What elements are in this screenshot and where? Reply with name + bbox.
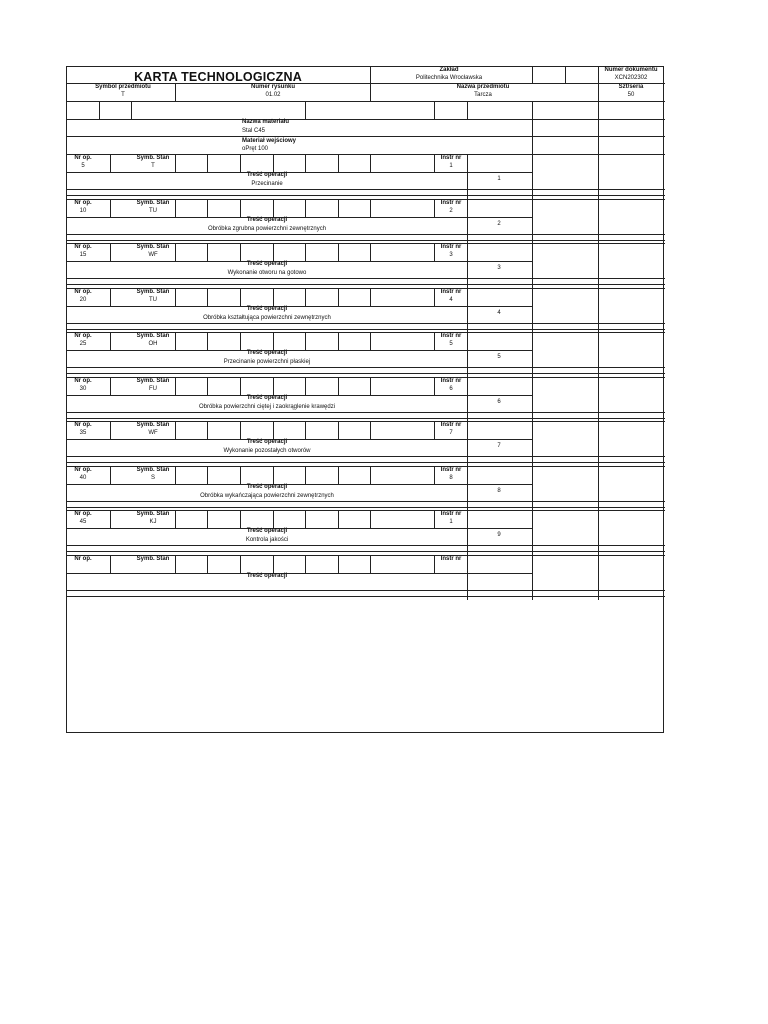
state-symbol-value: KJ	[149, 519, 157, 525]
grid-line	[565, 67, 566, 83]
grid-line	[598, 67, 599, 600]
op-number-label: Nr op.	[74, 555, 92, 562]
state-symbol-value: TU	[149, 296, 157, 303]
operation-content-label: Treść operacji	[246, 394, 288, 401]
grid-line	[305, 421, 306, 439]
grid-line	[67, 418, 665, 419]
operation-content-label: Treść operacji	[246, 572, 288, 579]
grid-line	[67, 234, 665, 235]
grid-line	[305, 243, 306, 261]
grid-line	[240, 332, 241, 350]
grid-line	[434, 421, 435, 439]
op-number-label: Nr op.	[74, 199, 92, 206]
grid-line	[240, 466, 241, 484]
document-number-label: Numer dokumentu	[604, 67, 658, 73]
operation-content-label: Treść operacji	[246, 483, 288, 490]
grid-line	[305, 154, 306, 172]
grid-line	[67, 119, 665, 120]
grid-line	[273, 377, 274, 395]
grid-line	[207, 510, 208, 528]
op-number-value: 5	[81, 163, 85, 169]
state-symbol-value: WF	[148, 252, 158, 258]
grid-line	[175, 377, 176, 395]
instruction-number-label: Instr nr	[440, 466, 462, 473]
operation-content-value: Przecinanie	[251, 181, 283, 187]
grid-line	[434, 243, 435, 261]
op-number-value: 10	[79, 207, 87, 214]
grid-line	[175, 154, 176, 172]
instruction-number-value: 1	[449, 519, 453, 525]
grid-line	[273, 154, 274, 172]
item-symbol-label: Symbol przedmiotu	[95, 84, 151, 90]
op-number-label: Nr op.	[74, 466, 92, 473]
op-number-value: 25	[79, 341, 87, 347]
operation-sequence-number: 4	[497, 309, 501, 316]
op-number-label: Nr op.	[74, 244, 92, 250]
grid-line	[240, 199, 241, 217]
grid-line	[370, 466, 371, 484]
grid-line	[273, 510, 274, 528]
operation-sequence-number: 5	[497, 354, 501, 360]
instruction-number-label: Instr nr	[440, 377, 462, 384]
instruction-number-label: Instr nr	[440, 288, 462, 295]
grid-line	[338, 377, 339, 395]
operation-content-value: Przecinanie powierzchni płaskiej	[223, 359, 311, 365]
op-number-value: 15	[79, 252, 87, 258]
operation-content-value: Obróbka powierzchni ciętej i zaokrąglenie krawędzi	[198, 403, 336, 410]
state-symbol-value: OH	[148, 341, 158, 347]
grid-line	[273, 243, 274, 261]
grid-line	[305, 377, 306, 395]
grid-line	[434, 288, 435, 306]
grid-line	[532, 119, 533, 600]
grid-line	[434, 555, 435, 573]
operation-content-value: Obróbka wykańczająca powierzchni zewnętrznych	[200, 492, 334, 499]
grid-line	[67, 596, 665, 597]
grid-line	[207, 154, 208, 172]
grid-line	[67, 136, 665, 137]
operation-content-label: Treść operacji	[246, 528, 288, 534]
grid-line	[67, 545, 665, 546]
drawing-number-label: Numer rysunku	[250, 84, 296, 90]
state-symbol-value: S	[150, 474, 156, 481]
state-symbol-label: Symb. Stan	[136, 199, 170, 206]
op-number-label: Nr op.	[74, 288, 92, 295]
operation-content-value: Wykonanie pozostałych otworów	[223, 448, 311, 454]
input-material-label: Materiał wejściowy	[242, 138, 297, 144]
operation-content-label: Treść operacji	[246, 350, 288, 356]
grid-line	[370, 199, 371, 217]
grid-line	[532, 101, 533, 119]
grid-line	[67, 367, 665, 368]
grid-line	[434, 332, 435, 350]
grid-line	[370, 154, 371, 172]
grid-line	[305, 332, 306, 350]
grid-line	[67, 306, 532, 307]
operation-content-label: Treść operacji	[246, 261, 288, 267]
grid-line	[67, 456, 665, 457]
grid-line	[67, 261, 532, 262]
grid-line	[67, 462, 665, 463]
state-symbol-value: T	[151, 163, 155, 169]
grid-line	[370, 67, 371, 101]
grid-line	[338, 466, 339, 484]
grid-line	[207, 555, 208, 573]
grid-line	[67, 329, 665, 330]
grid-line	[207, 243, 208, 261]
drawing-number-value: 01.02	[265, 92, 281, 98]
instruction-number-value: 7	[449, 430, 453, 436]
grid-line	[273, 288, 274, 306]
grid-line	[110, 154, 111, 172]
state-symbol-value: WF	[148, 430, 158, 436]
instruction-number-value: 6	[449, 385, 453, 392]
grid-line	[273, 421, 274, 439]
instruction-number-label: Instr nr	[440, 555, 462, 562]
grid-line	[131, 101, 132, 119]
op-number-label: Nr op.	[74, 155, 92, 161]
state-symbol-label: Symb. Stan	[136, 333, 170, 339]
grid-line	[338, 332, 339, 350]
grid-line	[110, 332, 111, 350]
instruction-number-value: 5	[449, 341, 453, 347]
grid-line	[110, 555, 111, 573]
state-symbol-label: Symb. Stan	[136, 466, 170, 473]
op-number-value: 30	[79, 385, 87, 392]
grid-line	[67, 528, 532, 529]
state-symbol-label: Symb. Stan	[136, 244, 170, 250]
grid-line	[67, 507, 665, 508]
grid-line	[175, 83, 176, 101]
grid-line	[67, 439, 532, 440]
grid-line	[338, 555, 339, 573]
op-number-label: Nr op.	[74, 511, 92, 517]
grid-line	[67, 278, 665, 279]
state-symbol-label: Symb. Stan	[136, 422, 170, 428]
grid-line	[110, 243, 111, 261]
grid-line	[67, 189, 665, 190]
grid-line	[370, 288, 371, 306]
grid-line	[67, 284, 665, 285]
state-symbol-value: FU	[149, 385, 157, 392]
instruction-number-value: 1	[449, 163, 453, 169]
grid-line	[67, 551, 665, 552]
grid-line	[207, 377, 208, 395]
card-title: KARTA TECHNOLOGICZNA	[134, 70, 302, 84]
grid-line	[207, 466, 208, 484]
grid-line	[338, 288, 339, 306]
grid-line	[273, 555, 274, 573]
grid-line	[240, 288, 241, 306]
grid-line	[305, 288, 306, 306]
state-symbol-label: Symb. Stan	[136, 155, 170, 161]
zaklad-value: Politechnika Wrocławska	[415, 75, 483, 81]
grid-line	[207, 288, 208, 306]
grid-line	[67, 501, 665, 502]
operation-sequence-number: 1	[497, 176, 501, 182]
grid-line	[99, 101, 100, 119]
grid-line	[67, 590, 665, 591]
operation-sequence-number: 9	[497, 532, 501, 538]
pieces-series-label: Szt/seria	[618, 84, 644, 90]
operation-sequence-number: 2	[497, 220, 501, 227]
grid-line	[175, 199, 176, 217]
operation-sequence-number: 6	[497, 398, 501, 405]
material-name-label: Nazwa materiału	[242, 119, 290, 125]
grid-line	[67, 172, 532, 173]
grid-line	[175, 288, 176, 306]
op-number-value: 20	[79, 296, 87, 303]
state-symbol-label: Symb. Stan	[136, 555, 170, 562]
grid-line	[370, 421, 371, 439]
grid-line	[67, 350, 532, 351]
op-number-value: 35	[79, 430, 87, 436]
grid-line	[67, 101, 665, 102]
grid-line	[67, 195, 665, 196]
operation-content-label: Treść operacji	[246, 172, 288, 178]
state-symbol-label: Symb. Stan	[136, 377, 170, 384]
grid-line	[240, 510, 241, 528]
grid-line	[305, 555, 306, 573]
grid-line	[175, 510, 176, 528]
item-name-label: Nazwa przedmiotu	[456, 84, 510, 90]
grid-line	[338, 243, 339, 261]
grid-line	[273, 466, 274, 484]
grid-line	[370, 243, 371, 261]
item-symbol-value: T	[121, 92, 125, 98]
operation-content-value: Wykonanie otworu na gotowo	[227, 270, 307, 276]
instruction-number-value: 3	[449, 252, 453, 258]
grid-line	[370, 555, 371, 573]
operation-sequence-number: 8	[497, 487, 501, 494]
grid-line	[67, 395, 532, 396]
grid-line	[240, 154, 241, 172]
grid-line	[305, 199, 306, 217]
grid-line	[305, 466, 306, 484]
grid-line	[175, 555, 176, 573]
grid-line	[338, 154, 339, 172]
grid-line	[67, 240, 665, 241]
grid-line	[207, 421, 208, 439]
operation-content-label: Treść operacji	[246, 439, 288, 445]
grid-line	[240, 377, 241, 395]
zaklad-label: Zakład	[439, 67, 459, 73]
state-symbol-value: TU	[149, 207, 157, 214]
grid-line	[434, 466, 435, 484]
operation-content-label: Treść operacji	[246, 216, 288, 223]
grid-line	[532, 67, 533, 83]
grid-line	[240, 421, 241, 439]
grid-line	[370, 510, 371, 528]
instruction-number-value: 4	[449, 296, 453, 303]
grid-line	[110, 377, 111, 395]
grid-line	[67, 412, 665, 413]
grid-line	[110, 510, 111, 528]
grid-line	[175, 421, 176, 439]
operation-content-value: Obróbka kształtująca powierzchni zewnętrznych	[203, 314, 331, 321]
grid-line	[175, 332, 176, 350]
grid-line	[434, 199, 435, 217]
grid-line	[434, 101, 435, 119]
instruction-number-value: 2	[449, 207, 453, 214]
pieces-series-value: 50	[627, 92, 635, 98]
grid-line	[273, 199, 274, 217]
grid-line	[110, 288, 111, 306]
instruction-number-value: 8	[449, 474, 453, 481]
grid-line	[370, 332, 371, 350]
op-number-label: Nr op.	[74, 377, 92, 384]
operation-sequence-number: 7	[497, 443, 501, 449]
grid-line	[598, 83, 599, 101]
grid-line	[338, 199, 339, 217]
grid-line	[207, 332, 208, 350]
instruction-number-label: Instr nr	[440, 422, 462, 428]
grid-line	[110, 421, 111, 439]
document-number-value: XCN202302	[614, 75, 648, 81]
state-symbol-label: Symb. Stan	[136, 288, 170, 295]
grid-line	[370, 377, 371, 395]
grid-line	[175, 243, 176, 261]
grid-line	[467, 101, 468, 119]
grid-line	[305, 101, 306, 119]
grid-line	[67, 323, 665, 324]
instruction-number-label: Instr nr	[440, 155, 462, 161]
grid-line	[175, 466, 176, 484]
state-symbol-label: Symb. Stan	[136, 511, 170, 517]
grid-line	[207, 199, 208, 217]
grid-line	[67, 217, 532, 218]
grid-line	[240, 555, 241, 573]
grid-line	[110, 466, 111, 484]
input-material-value: oPręt 100	[242, 146, 269, 152]
material-name-value: Stal C45	[242, 128, 266, 134]
instruction-number-label: Instr nr	[440, 199, 462, 206]
op-number-label: Nr op.	[74, 422, 92, 428]
op-number-value: 40	[79, 474, 87, 481]
grid-line	[338, 421, 339, 439]
instruction-number-label: Instr nr	[440, 244, 462, 250]
operation-content-label: Treść operacji	[246, 305, 288, 312]
grid-line	[305, 510, 306, 528]
grid-line	[67, 373, 665, 374]
grid-line	[240, 243, 241, 261]
operation-content-value: Obróbka zgrubna powierzchni zewnętrznych	[207, 225, 327, 232]
grid-line	[338, 510, 339, 528]
technology-card	[66, 66, 664, 733]
item-name-value: Tarcza	[474, 92, 492, 98]
instruction-number-label: Instr nr	[440, 511, 462, 517]
grid-line	[273, 332, 274, 350]
grid-line	[67, 573, 532, 574]
op-number-value: 45	[79, 519, 87, 525]
instruction-number-label: Instr nr	[440, 333, 462, 339]
grid-line	[67, 484, 532, 485]
grid-line	[434, 377, 435, 395]
grid-line	[434, 154, 435, 172]
grid-line	[110, 199, 111, 217]
op-number-label: Nr op.	[74, 333, 92, 339]
grid-line	[434, 510, 435, 528]
operation-sequence-number: 3	[497, 265, 501, 271]
operation-content-value: Kontrola jakości	[245, 537, 289, 543]
